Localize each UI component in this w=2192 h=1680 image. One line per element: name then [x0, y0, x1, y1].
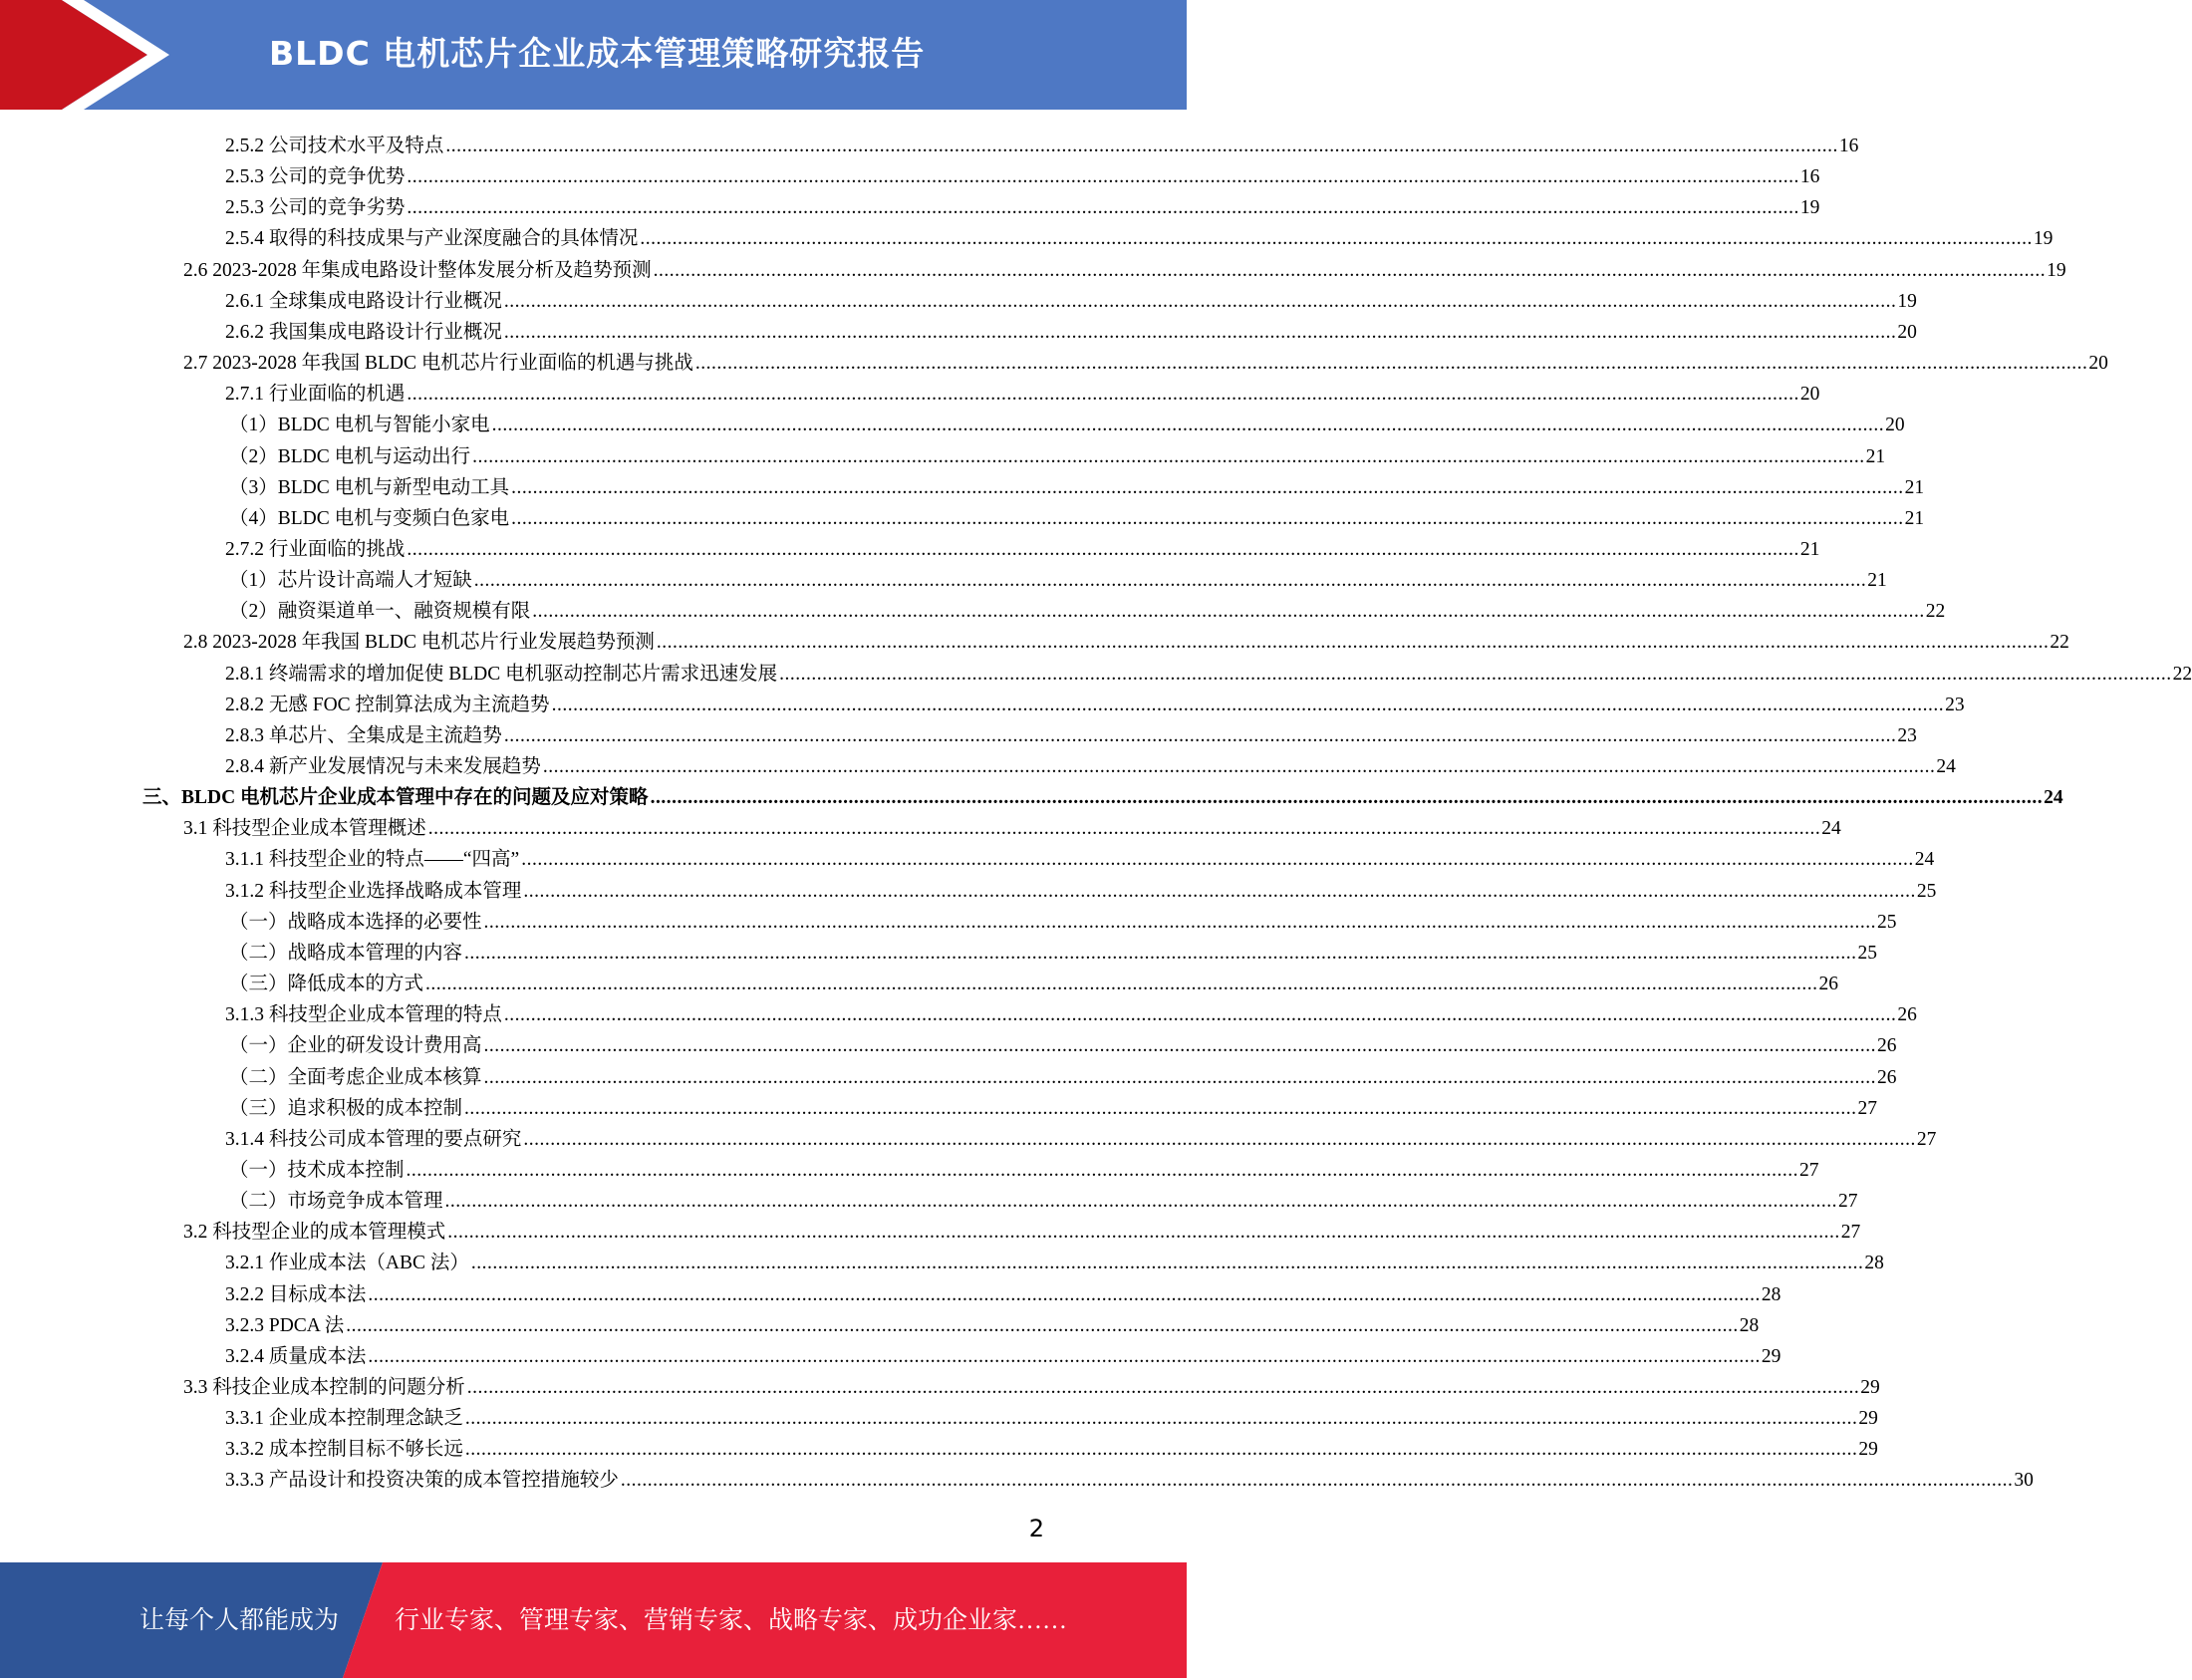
toc-dot-leader: ....................................................................................................................................................................................................................................................................: [464, 1439, 1858, 1461]
toc-entry-page: 20: [2088, 353, 2108, 375]
toc-entry[interactable]: [229, 438, 1886, 469]
toc-entry-page: 25: [1916, 880, 1937, 902]
toc-dot-leader: ....................................................................................................................................................................................................................................................................: [779, 663, 2172, 685]
toc-dot-leader: ....................................................................................................................................................................................................................................................................: [464, 1408, 1858, 1430]
toc-entry[interactable]: [225, 283, 1917, 314]
toc-entry-title: （二）战略成本管理的内容: [229, 942, 463, 964]
toc-entry-page: 26: [1818, 974, 1839, 995]
toc-entry[interactable]: [229, 1183, 1858, 1214]
toc-entry-page: 21: [1904, 507, 1925, 529]
toc-entry[interactable]: [225, 656, 2192, 687]
toc-entry[interactable]: [225, 1431, 1878, 1462]
toc-entry[interactable]: [229, 1090, 1878, 1121]
toc-entry-page: 21: [1867, 570, 1887, 592]
toc-entry-page: 29: [1860, 1377, 1880, 1398]
toc-entry-page: 27: [1799, 1159, 1819, 1181]
toc-entry-page: 19: [1799, 197, 1820, 219]
toc-entry-page: 19: [2047, 259, 2066, 281]
toc-entry[interactable]: [229, 500, 1925, 531]
toc-entry-title: 3.2.1 作业成本法（ABC 法）: [225, 1253, 469, 1274]
toc-dot-leader: ....................................................................................................................................................................................................................................................................: [444, 1191, 1838, 1213]
toc-entry-page: 30: [2014, 1470, 2034, 1492]
toc-entry-title: （3）BLDC 电机与新型电动工具: [229, 476, 510, 498]
toc-entry[interactable]: [225, 531, 1820, 562]
toc-dot-leader: ....................................................................................................................................................................................................................................................................: [473, 570, 1867, 592]
toc-entry-page: 16: [1799, 166, 1820, 188]
toc-entry-page: 20: [1799, 384, 1820, 406]
toc-entry-title: 3.3.2 成本控制目标不够长远: [225, 1439, 463, 1461]
toc-dot-leader: ....................................................................................................................................................................................................................................................................: [503, 1004, 1897, 1026]
toc-entry-title: 3.2.3 PDCA 法: [225, 1314, 345, 1336]
toc-entry-page: 21: [1865, 445, 1886, 467]
toc-entry-title: 3.2 科技型企业的成本管理模式: [183, 1222, 446, 1244]
toc-entry-page: 20: [1897, 321, 1917, 343]
toc-entry-title: 3.2.4 质量成本法: [225, 1345, 367, 1367]
toc-entry[interactable]: [183, 624, 2069, 655]
toc-entry[interactable]: [225, 717, 1917, 748]
toc-entry-page: 28: [1739, 1314, 1760, 1336]
toc-entry-title: 3.3.1 企业成本控制理念缺乏: [225, 1408, 463, 1430]
toc-entry-page: 22: [1925, 601, 1946, 623]
toc-dot-leader: ....................................................................................................................................................................................................................................................................: [650, 787, 2044, 809]
toc-entry-title: 3.1.4 科技公司成本管理的要点研究: [225, 1128, 522, 1150]
toc-entry[interactable]: [142, 779, 2063, 810]
toc-entry[interactable]: [229, 935, 1878, 966]
toc-entry-title: 2.7.2 行业面临的挑战: [225, 538, 406, 560]
toc-dot-leader: ....................................................................................................................................................................................................................................................................: [483, 1066, 1877, 1088]
toc-entry[interactable]: [225, 841, 1935, 872]
toc-entry-title: （三）降低成本的方式: [229, 974, 424, 995]
toc-entry[interactable]: [183, 345, 2108, 376]
toc-entry-title: 2.5.3 公司的竞争优势: [225, 166, 406, 188]
toc-entry-page: 25: [1857, 942, 1878, 964]
toc-entry[interactable]: [225, 128, 1859, 158]
toc-entry-title: （1）芯片设计高端人才短缺: [229, 570, 472, 592]
toc-entry[interactable]: [229, 1059, 1897, 1090]
toc-entry[interactable]: [229, 593, 1946, 624]
toc-dot-leader: ....................................................................................................................................................................................................................................................................: [483, 911, 1877, 933]
toc-entry-page: 16: [1838, 136, 1859, 156]
toc-entry-page: 29: [1858, 1439, 1878, 1461]
toc-entry-title: 2.8.4 新产业发展情况与未来发展趋势: [225, 756, 541, 777]
toc-entry-page: 25: [1877, 911, 1897, 933]
toc-entry-title: （一）企业的研发设计费用高: [229, 1035, 482, 1057]
toc-dot-leader: ....................................................................................................................................................................................................................................................................: [511, 476, 1904, 498]
toc-dot-leader: ....................................................................................................................................................................................................................................................................: [407, 197, 1799, 219]
toc-entry[interactable]: [225, 158, 1820, 189]
toc-dot-leader: ....................................................................................................................................................................................................................................................................: [447, 1222, 1840, 1244]
toc-entry[interactable]: [229, 1152, 1819, 1183]
toc-entry-title: 3.1.3 科技型企业成本管理的特点: [225, 1004, 502, 1026]
toc-entry-page: 28: [1864, 1253, 1884, 1274]
toc-entry-title: （1）BLDC 电机与智能小家电: [229, 415, 490, 436]
toc-entry-title: 2.6 2023-2028 年集成电路设计整体发展分析及趋势预测: [183, 259, 652, 281]
toc-dot-leader: ....................................................................................................................................................................................................................................................................: [346, 1314, 1739, 1336]
toc-entry[interactable]: [225, 996, 1917, 1027]
toc-entry-title: 2.5.3 公司的竞争劣势: [225, 197, 406, 219]
toc-entry-title: 2.6.2 我国集成电路设计行业概况: [225, 321, 502, 343]
toc-entry[interactable]: [183, 1214, 1861, 1245]
toc-dot-leader: ....................................................................................................................................................................................................................................................................: [511, 507, 1904, 529]
toc-entry-title: 2.7 2023-2028 年我国 BLDC 电机芯片行业面临的机遇与挑战: [183, 353, 693, 375]
toc-entry-page: 28: [1761, 1283, 1781, 1305]
toc-entry[interactable]: [229, 469, 1925, 500]
toc-entry[interactable]: [229, 1027, 1897, 1058]
toc-dot-leader: ....................................................................................................................................................................................................................................................................: [470, 1253, 1864, 1274]
toc-entry[interactable]: [225, 1245, 1884, 1275]
toc-dot-leader: ....................................................................................................................................................................................................................................................................: [406, 1159, 1799, 1181]
toc-entry-page: 22: [2050, 632, 2069, 654]
toc-dot-leader: ....................................................................................................................................................................................................................................................................: [464, 942, 1857, 964]
toc-dot-leader: ....................................................................................................................................................................................................................................................................: [407, 166, 1799, 188]
toc-dot-leader: ....................................................................................................................................................................................................................................................................: [551, 694, 1945, 715]
toc-entry[interactable]: [225, 873, 1937, 904]
toc-entry-page: 20: [1885, 415, 1905, 436]
toc-entry-page: 27: [1916, 1128, 1937, 1150]
toc-entry-title: 3.1.2 科技型企业选择战略成本管理: [225, 880, 522, 902]
toc-entry-title: （二）全面考虑企业成本核算: [229, 1066, 482, 1088]
toc-dot-leader: ....................................................................................................................................................................................................................................................................: [368, 1345, 1761, 1367]
toc-dot-leader: ....................................................................................................................................................................................................................................................................: [464, 1097, 1857, 1119]
toc-entry[interactable]: [225, 1276, 1781, 1307]
toc-dot-leader: ....................................................................................................................................................................................................................................................................: [427, 818, 1821, 840]
toc-dot-leader: ....................................................................................................................................................................................................................................................................: [503, 321, 1897, 343]
toc-entry-title: 2.8.1 终端需求的增加促使 BLDC 电机驱动控制芯片需求迅速发展: [225, 663, 778, 685]
toc-entry-page: 19: [2033, 228, 2054, 250]
toc-entry-page: 29: [1858, 1408, 1878, 1430]
toc-dot-leader: ....................................................................................................................................................................................................................................................................: [491, 415, 1885, 436]
toc-entry-page: 26: [1877, 1035, 1897, 1057]
footer-slogan-right: 行业专家、管理专家、营销专家、战略专家、成功企业家……: [395, 1607, 1068, 1634]
toc-entry-page: 19: [1897, 290, 1917, 312]
toc-entry-title: （三）追求积极的成本控制: [229, 1097, 463, 1119]
toc-dot-leader: ....................................................................................................................................................................................................................................................................: [503, 724, 1897, 746]
toc-entry-title: 2.7.1 行业面临的机遇: [225, 384, 406, 406]
toc-entry-title: 2.5.2 公司技术水平及特点: [225, 136, 444, 156]
toc-dot-leader: ....................................................................................................................................................................................................................................................................: [483, 1035, 1877, 1057]
toc-dot-leader: ....................................................................................................................................................................................................................................................................: [368, 1283, 1761, 1305]
toc-dot-leader: ....................................................................................................................................................................................................................................................................: [620, 1470, 2014, 1492]
toc-dot-leader: ....................................................................................................................................................................................................................................................................: [653, 259, 2047, 281]
toc-entry-title: （2）BLDC 电机与运动出行: [229, 445, 471, 467]
toc-entry[interactable]: [225, 1400, 1878, 1431]
toc-entry-page: 24: [1936, 756, 1956, 777]
toc-entry-page: 23: [1897, 724, 1917, 746]
report-title: BLDC 电机芯片企业成本管理策略研究报告: [269, 34, 926, 73]
toc-entry-title: 3.1.1 科技型企业的特点——“四高”: [225, 849, 520, 871]
toc-entry-page: 23: [1945, 694, 1965, 715]
toc-entry-title: 2.8 2023-2028 年我国 BLDC 电机芯片行业发展趋势预测: [183, 632, 655, 654]
toc-entry-page: 27: [1840, 1222, 1861, 1244]
toc-dot-leader: ....................................................................................................................................................................................................................................................................: [542, 756, 1936, 777]
toc-entry-page: 24: [1914, 849, 1935, 871]
toc-entry-page: 21: [1799, 538, 1820, 560]
toc-entry[interactable]: [229, 966, 1839, 996]
toc-entry-page: 29: [1761, 1345, 1781, 1367]
toc-entry[interactable]: [225, 1462, 2034, 1493]
toc-dot-leader: ....................................................................................................................................................................................................................................................................: [407, 384, 1799, 406]
header-band: [0, 0, 1187, 110]
toc-entry[interactable]: [229, 904, 1897, 935]
toc-dot-leader: ....................................................................................................................................................................................................................................................................: [640, 228, 2033, 250]
toc-entry-title: （一）战略成本选择的必要性: [229, 911, 482, 933]
toc-entry[interactable]: [225, 189, 1820, 220]
toc-dot-leader: ....................................................................................................................................................................................................................................................................: [445, 136, 1838, 156]
toc-entry-page: 26: [1877, 1066, 1897, 1088]
toc-entry-title: 3.3.3 产品设计和投资决策的成本管控措施较少: [225, 1470, 619, 1492]
toc-dot-leader: ....................................................................................................................................................................................................................................................................: [523, 880, 1916, 902]
toc-entry-title: 3.2.2 目标成本法: [225, 1283, 367, 1305]
toc-entry[interactable]: [225, 220, 2054, 251]
toc-dot-leader: ....................................................................................................................................................................................................................................................................: [656, 632, 2050, 654]
toc-entry-title: 2.5.4 取得的科技成果与产业深度融合的具体情况: [225, 228, 639, 250]
toc-entry[interactable]: [225, 376, 1820, 407]
toc-entry-page: 24: [1821, 818, 1841, 840]
toc-entry-title: （二）市场竞争成本管理: [229, 1191, 443, 1213]
toc-entry-title: （4）BLDC 电机与变频白色家电: [229, 507, 510, 529]
toc-dot-leader: ....................................................................................................................................................................................................................................................................: [694, 353, 2088, 375]
toc-entry[interactable]: [183, 252, 2066, 283]
toc-entry-title: 2.6.1 全球集成电路设计行业概况: [225, 290, 502, 312]
toc-dot-leader: ....................................................................................................................................................................................................................................................................: [532, 601, 1925, 623]
toc-entry-page: 27: [1838, 1191, 1858, 1213]
toc-entry-page: 24: [2044, 787, 2063, 809]
toc-entry-title: 三、BLDC 电机芯片企业成本管理中存在的问题及应对策略: [142, 787, 649, 809]
toc-entry[interactable]: [225, 314, 1917, 345]
toc-dot-leader: ....................................................................................................................................................................................................................................................................: [425, 974, 1818, 995]
toc-entry-page: 26: [1897, 1004, 1917, 1026]
toc-dot-leader: ....................................................................................................................................................................................................................................................................: [407, 538, 1799, 560]
toc-dot-leader: ....................................................................................................................................................................................................................................................................: [521, 849, 1914, 871]
toc-entry-title: （2）融资渠道单一、融资规模有限: [229, 601, 531, 623]
toc-entry-title: 2.8.2 无感 FOC 控制算法成为主流趋势: [225, 694, 550, 715]
toc-entry-title: （一）技术成本控制: [229, 1159, 405, 1181]
toc-entry[interactable]: [229, 407, 1905, 437]
toc-entry[interactable]: [183, 810, 1841, 841]
toc-entry-page: 21: [1904, 476, 1925, 498]
footer-band: [0, 1562, 1187, 1678]
toc-entry-title: 3.1 科技型企业成本管理概述: [183, 818, 426, 840]
footer-slogan-left: 让每个人都能成为: [139, 1607, 340, 1634]
toc-entry-page: 22: [2172, 663, 2192, 685]
toc-dot-leader: ....................................................................................................................................................................................................................................................................: [466, 1377, 1860, 1398]
toc-entry[interactable]: [225, 687, 1965, 717]
toc-entry[interactable]: [183, 1369, 1880, 1400]
toc-entry-page: 27: [1857, 1097, 1878, 1119]
toc-entry[interactable]: [225, 1338, 1781, 1369]
toc-entry-title: 3.3 科技企业成本控制的问题分析: [183, 1377, 465, 1398]
toc-entry[interactable]: [225, 1121, 1937, 1152]
toc-dot-leader: ....................................................................................................................................................................................................................................................................: [472, 445, 1865, 467]
toc-dot-leader: ....................................................................................................................................................................................................................................................................: [503, 290, 1897, 312]
toc-dot-leader: ....................................................................................................................................................................................................................................................................: [523, 1128, 1916, 1150]
toc-entry[interactable]: [225, 748, 1956, 779]
toc-entry-title: 2.8.3 单芯片、全集成是主流趋势: [225, 724, 502, 746]
toc-entry[interactable]: [225, 1307, 1760, 1338]
page-number: 2: [1028, 1515, 1044, 1542]
toc-entry[interactable]: [229, 562, 1887, 593]
